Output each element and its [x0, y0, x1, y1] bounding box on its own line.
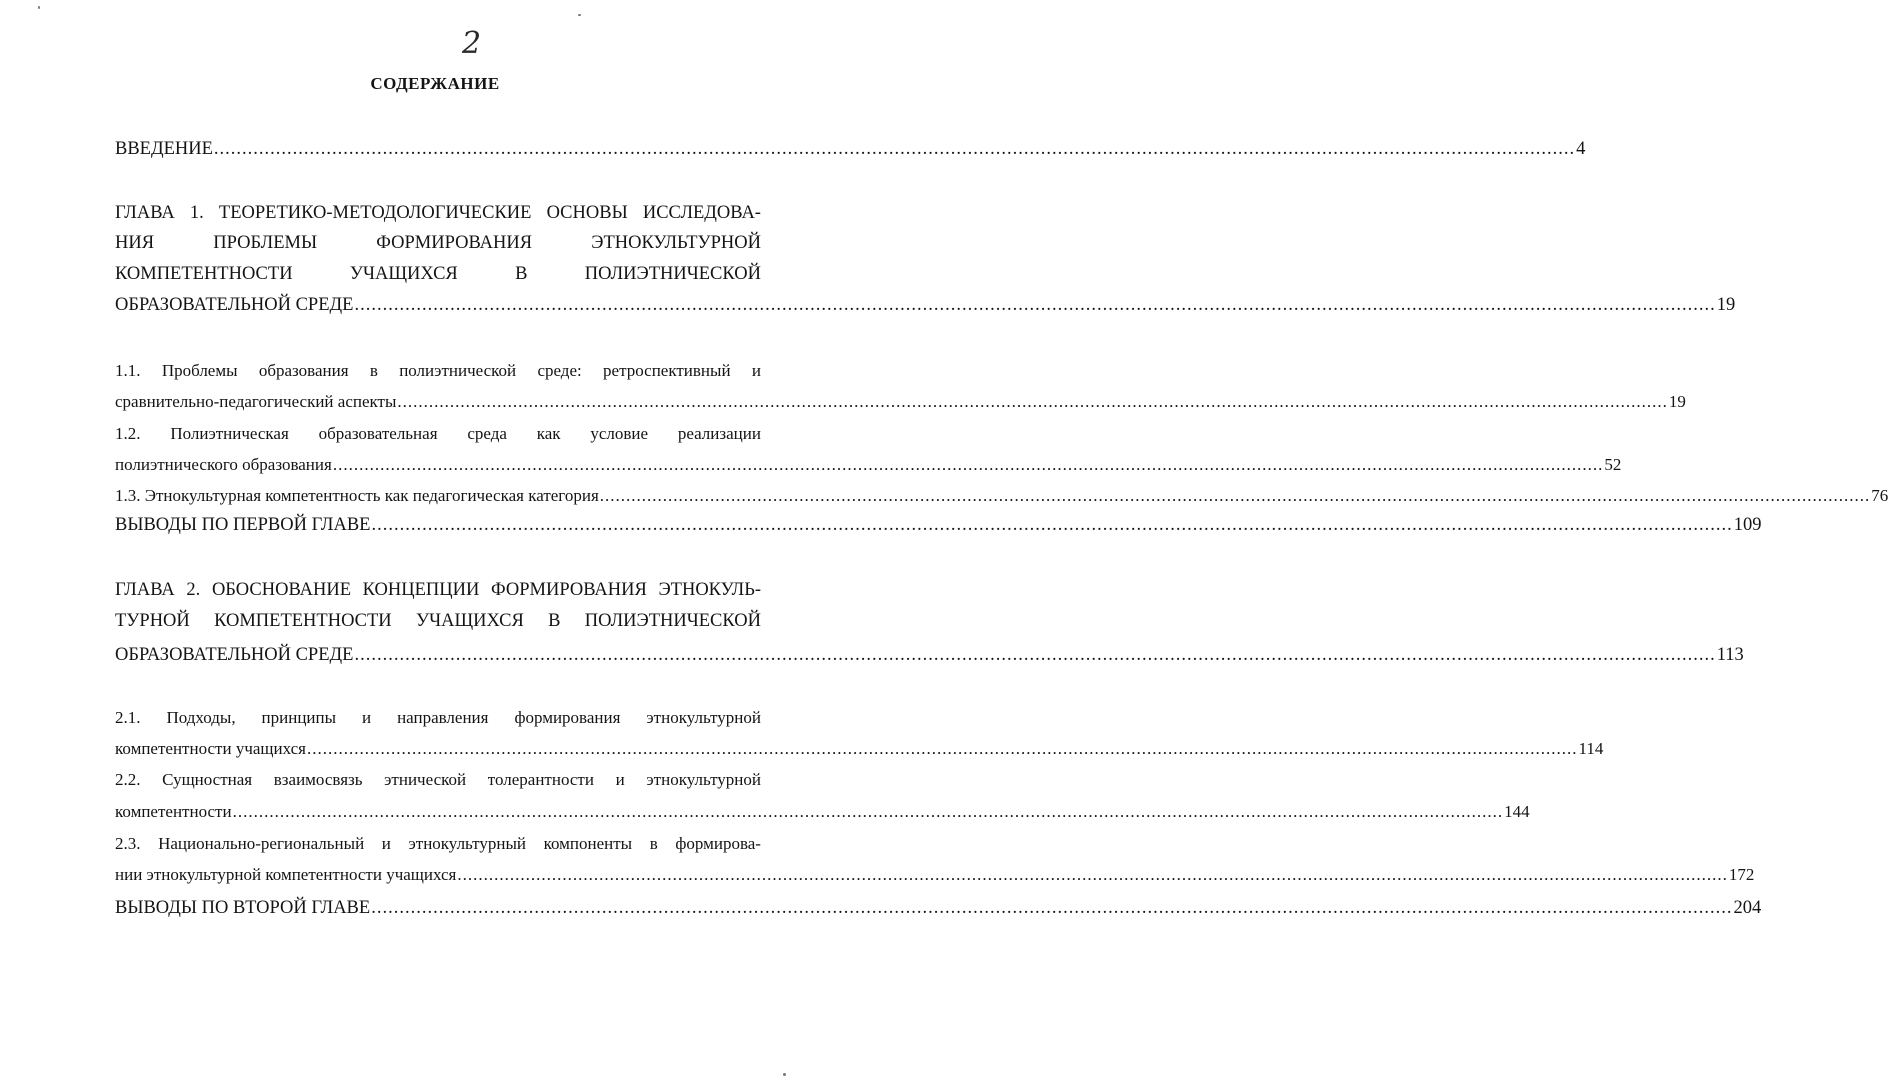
scan-speck: [578, 14, 581, 16]
toc-section-1-2-line2[interactable]: [115, 455, 1622, 475]
toc-chapter1-line3[interactable]: [115, 264, 761, 284]
toc-section-2-1-line1[interactable]: [115, 708, 761, 728]
word: ПОЛИЭТНИЧЕСКОЙ: [584, 264, 761, 284]
word: КОМПЕТЕНТНОСТИ: [115, 264, 293, 284]
word: ТЕОРЕТИКО-МЕТОДОЛОГИЧЕСКИЕ: [218, 203, 532, 223]
toc-chapter2-line3[interactable]: [115, 645, 1744, 665]
toc-section-2-3-line1[interactable]: [115, 834, 761, 854]
toc-section-1-2-line1[interactable]: [115, 424, 761, 444]
word: УЧАЩИХСЯ: [349, 264, 458, 284]
word: Сущностная: [162, 770, 253, 789]
entry-text: компетентности: [115, 802, 232, 821]
word: среда: [467, 424, 507, 443]
scan-speck: [38, 6, 40, 9]
entry-text: ВЫВОДЫ ПО ПЕРВОЙ ГЛАВЕ: [115, 515, 371, 535]
toc-section-2-2-line2[interactable]: [115, 802, 1530, 822]
word: и: [615, 770, 625, 789]
word: ретроспективный: [603, 361, 731, 380]
word: ИССЛЕДОВА-: [642, 203, 761, 223]
dot-leader: ..................................................................................................................................................................................................................................................: [371, 898, 1733, 918]
word: формирова-: [675, 834, 761, 853]
word: взаимосвязь: [273, 770, 363, 789]
toc-chapter1-line1[interactable]: [115, 203, 761, 223]
entry-page: 19: [1716, 295, 1736, 315]
word: ФОРМИРОВАНИЯ: [376, 233, 533, 253]
entry-text: ОБРАЗОВАТЕЛЬНОЙ СРЕДЕ: [115, 645, 354, 665]
toc-chapter2-line2[interactable]: [115, 611, 761, 631]
entry-text: ВВЕДЕНИЕ: [115, 139, 213, 159]
entry-text: нии этнокультурной компетентности учащихся: [115, 865, 457, 884]
dot-leader: ..................................................................................................................................................................................................................................................: [306, 739, 1578, 758]
toc-entry-introduction[interactable]: [115, 139, 1586, 159]
entry-page: 76: [1871, 486, 1888, 505]
word: ЭТНОКУЛЬ-: [658, 580, 761, 600]
dot-leader: ..................................................................................................................................................................................................................................................: [371, 515, 1733, 535]
dot-leader: ..................................................................................................................................................................................................................................................: [397, 392, 1668, 411]
entry-text: компетентности учащихся: [115, 739, 306, 758]
toc-conclusions-chapter1[interactable]: [115, 515, 1762, 535]
toc-chapter1-line4[interactable]: [115, 295, 1736, 315]
toc-section-1-1-line2[interactable]: [115, 392, 1686, 412]
word: в: [369, 361, 378, 380]
dot-leader: ..................................................................................................................................................................................................................................................: [354, 645, 1716, 665]
word: 2.2.: [115, 770, 141, 789]
entry-page: 114: [1578, 739, 1604, 758]
word: 2.1.: [115, 708, 141, 727]
dot-leader: ..................................................................................................................................................................................................................................................: [457, 865, 1728, 884]
word: образовательная: [318, 424, 438, 443]
entry-page: 144: [1504, 802, 1530, 821]
entry-page: 172: [1728, 865, 1755, 884]
toc-section-2-2-line1[interactable]: [115, 770, 761, 790]
word: Проблемы: [161, 361, 238, 380]
entry-text: полиэтнического образования: [115, 455, 332, 474]
word: 2.3.: [115, 834, 141, 853]
word: Полиэтническая: [170, 424, 289, 443]
entry-text: ВЫВОДЫ ПО ВТОРОЙ ГЛАВЕ: [115, 898, 371, 918]
word: Подходы,: [166, 708, 236, 727]
toc-section-2-1-line2[interactable]: [115, 739, 1604, 759]
dot-leader: ..................................................................................................................................................................................................................................................: [354, 295, 1716, 315]
word: ТУРНОЙ: [115, 611, 190, 631]
word: и: [381, 834, 391, 853]
word: ОСНОВЫ: [546, 203, 628, 223]
entry-page: 113: [1716, 645, 1744, 665]
entry-page: 109: [1733, 515, 1762, 535]
word: этнокультурный: [408, 834, 526, 853]
word: В: [548, 611, 561, 631]
word: полиэтнической: [399, 361, 517, 380]
word: ЭТНОКУЛЬТУРНОЙ: [591, 233, 761, 253]
word: 1.1.: [115, 361, 141, 380]
word: УЧАЩИХСЯ: [415, 611, 524, 631]
word: как: [536, 424, 561, 443]
word: НИЯ: [115, 233, 155, 253]
word: КОНЦЕПЦИИ: [362, 580, 480, 600]
word: 1.: [189, 203, 204, 223]
entry-page: 4: [1576, 139, 1586, 159]
dot-leader: ..................................................................................................................................................................................................................................................: [599, 486, 1871, 505]
word: и: [362, 708, 372, 727]
word: и: [751, 361, 761, 380]
word: этнической: [384, 770, 467, 789]
word: В: [515, 264, 528, 284]
word: ПОЛИЭТНИЧЕСКОЙ: [584, 611, 761, 631]
scan-speck: [783, 1073, 786, 1076]
word: этнокультурной: [646, 770, 761, 789]
toc-conclusions-chapter2[interactable]: [115, 898, 1762, 918]
word: ОБОСНОВАНИЕ: [211, 580, 351, 600]
word: ГЛАВА: [115, 203, 175, 223]
word: принципы: [261, 708, 337, 727]
word: КОМПЕТЕНТНОСТИ: [214, 611, 392, 631]
entry-page: 52: [1604, 455, 1622, 474]
entry-text: 1.3. Этнокультурная компетентность как педагогическая категория: [115, 486, 599, 505]
entry-page: 204: [1733, 898, 1762, 918]
contents-title: СОДЕРЖАНИЕ: [370, 74, 500, 93]
word: направления: [397, 708, 489, 727]
word: толерантности: [487, 770, 594, 789]
word: в: [649, 834, 658, 853]
entry-text: ОБРАЗОВАТЕЛЬНОЙ СРЕДЕ: [115, 295, 354, 315]
toc-section-1-3[interactable]: [115, 486, 1888, 506]
word: Национально-региональный: [158, 834, 365, 853]
word: ГЛАВА: [115, 580, 175, 600]
word: среде:: [537, 361, 582, 380]
toc-section-1-1-line1[interactable]: [115, 361, 761, 381]
word: компоненты: [543, 834, 633, 853]
dot-leader: ..................................................................................................................................................................................................................................................: [232, 802, 1504, 821]
word: 2.: [186, 580, 201, 600]
dot-leader: ..................................................................................................................................................................................................................................................: [332, 455, 1604, 474]
word: условие: [590, 424, 649, 443]
toc-section-2-3-line2[interactable]: [115, 865, 1755, 885]
word: ФОРМИРОВАНИЯ: [491, 580, 647, 600]
dot-leader: ..................................................................................................................................................................................................................................................: [213, 139, 1576, 159]
toc-chapter1-line2[interactable]: [115, 233, 761, 253]
word: ПРОБЛЕМЫ: [213, 233, 318, 253]
handwritten-page-number: 2: [462, 26, 482, 61]
entry-text: сравнительно-педагогический аспекты: [115, 392, 397, 411]
entry-page: 19: [1668, 392, 1686, 411]
word: образования: [258, 361, 349, 380]
word: реализации: [677, 424, 761, 443]
toc-chapter2-line1[interactable]: [115, 580, 761, 600]
word: 1.2.: [115, 424, 141, 443]
word: этнокультурной: [646, 708, 761, 727]
word: формирования: [514, 708, 621, 727]
